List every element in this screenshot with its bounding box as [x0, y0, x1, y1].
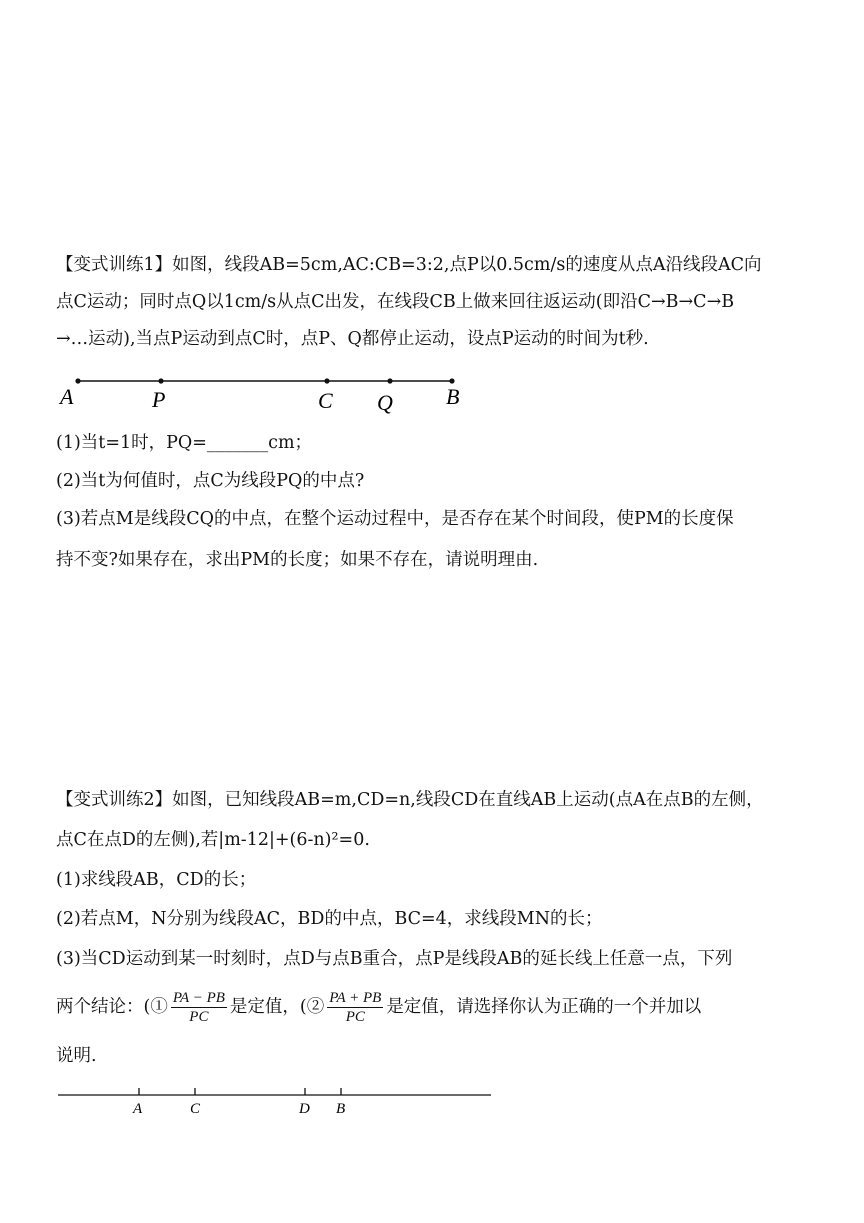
- point-b: [449, 378, 454, 383]
- fraction-pa-minus-pb-over-pc: [171, 989, 227, 1026]
- label-d: D: [299, 1101, 310, 1117]
- problem2-line1: 【变式训练2】如图，已知线段AB=m,CD=n,线段CD在直线AB上运动(点A在点B的左侧，: [56, 790, 764, 810]
- label-c: C: [318, 388, 333, 413]
- problem1-diagram: [50, 364, 480, 420]
- problem1-q1: (1)当t=1时，PQ=_______cm；: [56, 433, 313, 453]
- fraction2-numerator: PA + PB: [329, 990, 382, 1006]
- label-q: Q: [377, 390, 393, 415]
- problem2-q3-line1: (3)当CD运动到某一时刻时，点D与点B重合，点P是线段AB的延长线上任意一点，下列: [56, 949, 733, 969]
- label-a: A: [133, 1101, 143, 1117]
- label-c: C: [190, 1101, 201, 1117]
- point-c: [324, 378, 329, 383]
- label-b: B: [446, 384, 460, 409]
- problem2-diagram: [50, 1084, 500, 1124]
- fraction-pa-plus-pb-over-pc: [327, 989, 383, 1026]
- label-b: B: [336, 1101, 346, 1117]
- point-a: [75, 378, 80, 383]
- fraction1-numerator: PA − PB: [172, 990, 225, 1006]
- point-p: [158, 378, 163, 383]
- q3-text-b: 是定值，(②: [229, 997, 325, 1017]
- problem1-line2: 点C运动；同时点Q以1cm/s从点C出发，在线段CB上做来回往返运动(即沿C→B→C→B: [56, 292, 735, 312]
- problem2-line2: 点C在点D的左侧),若|m-12|+(6-n)²=0.: [56, 830, 370, 850]
- point-q: [387, 378, 392, 383]
- label-p: P: [152, 387, 166, 412]
- q3-text-a: 两个结论：(①: [56, 997, 168, 1017]
- problem2-q1: (1)求线段AB，CD的长；: [56, 870, 257, 890]
- problem1-q3-line2: 持不变?如果存在，求出PM的长度；如果不存在，请说明理由.: [56, 550, 539, 570]
- fraction1-denominator: PC: [189, 1009, 209, 1025]
- q3-text-c: 是定值，请选择你认为正确的一个并加以: [386, 997, 702, 1017]
- problem1-line3: →…运动),当点P运动到点C时，点P、Q都停止运动，设点P运动的时间为t秒.: [56, 329, 649, 349]
- problem2-q2: (2)若点M，N分别为线段AC，BD的中点，BC=4，求线段MN的长；: [56, 909, 603, 929]
- problem2-q3-line3: 说明.: [56, 1046, 97, 1066]
- problem1-line1: 【变式训练1】如图，线段AB=5cm,AC:CB=3:2,点P以0.5cm/s的速度从点A沿线段AC向: [56, 255, 762, 275]
- label-a: A: [60, 384, 74, 409]
- fraction2-denominator: PC: [345, 1009, 365, 1025]
- problem1-q2: (2)当t为何值时，点C为线段PQ的中点?: [56, 471, 365, 491]
- problem1-q3-line1: (3)若点M是线段CQ的中点，在整个运动过程中，是否存在某个时间段，使PM的长度保: [56, 509, 734, 529]
- problem2-q3-line2: [56, 985, 701, 1029]
